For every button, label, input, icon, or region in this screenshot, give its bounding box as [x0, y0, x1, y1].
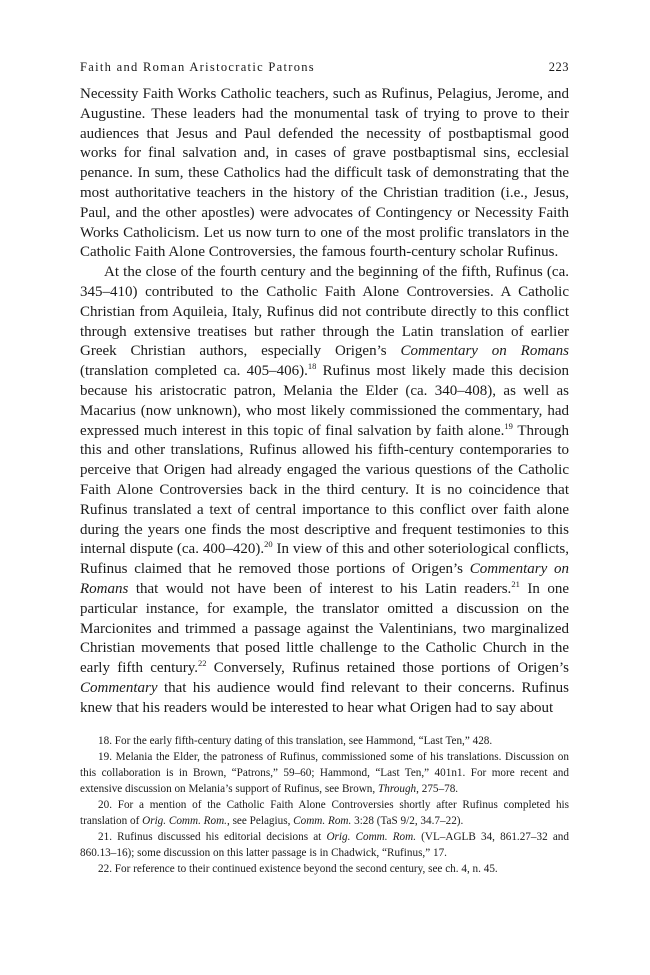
- footnote-text: Melania the Elder, the patroness of Rufinus, commissioned some of his translations. Discussion on this collaboration is in Brown, “Patrons,” 59–60; Hammond, “Last Ten,” 401n1. For more recent and extensive discussion on Melania’s support of Rufinus, see Brown,: [80, 750, 569, 795]
- p2-text-2: (translation completed ca. 405–406).: [80, 363, 308, 380]
- p2-text-9: that his audience would find relevant to their concerns. Rufinus knew that his readers would be interested to hear what Origen had to say about: [80, 679, 569, 716]
- footnote-ref-21[interactable]: 21: [511, 578, 520, 589]
- page-number: 223: [548, 60, 569, 74]
- p2-text-5: In view of this and other soteriological conflicts, Rufinus claimed that he removed those portions of Origen’s: [80, 541, 570, 578]
- footnote-italic: Orig. Comm. Rom.: [326, 830, 416, 843]
- p2-text-6: that would not have been of interest to his Latin readers.: [128, 580, 512, 597]
- footnote-number: 20.: [98, 798, 112, 811]
- footnote-italic: Through: [378, 782, 417, 795]
- footnote-number: 22.: [98, 862, 112, 875]
- p2-text-8: Conversely, Rufinus retained those portions of Origen’s: [206, 660, 569, 677]
- footnote-21: [80, 829, 569, 861]
- p2-title-2: Commentary on Romans: [80, 561, 569, 597]
- footnote-text: For reference to their continued existence beyond the second century, see ch. 4, n. 45.: [111, 862, 498, 875]
- footnote-ref-18[interactable]: 18: [307, 361, 317, 372]
- footnote-number: 19.: [98, 750, 112, 763]
- footnote-number: 18.: [98, 734, 112, 747]
- footnote-text: , 275–78.: [416, 782, 459, 795]
- footnote-italic: Comm. Rom.: [293, 814, 352, 827]
- main-text: [80, 85, 569, 719]
- footnote-italic: Orig. Comm. Rom.: [142, 814, 227, 827]
- footnotes: [80, 733, 569, 877]
- footnote-19: [80, 749, 569, 797]
- footnote-ref-22[interactable]: 22: [198, 658, 207, 669]
- running-header: [80, 60, 569, 75]
- footnote-text: Rufinus discussed his editorial decisions at: [111, 830, 327, 843]
- footnote-text: For a mention of the Catholic Faith Alone Controversies shortly after Rufinus completed his translation of: [80, 798, 569, 827]
- running-title: Faith and Roman Aristocratic Patrons: [80, 60, 315, 74]
- p2-title-3: Commentary: [80, 679, 158, 696]
- p2-text-1: At the close of the fourth century and the beginning of the fifth, Rufinus (ca. 345–410) contributed to the Catholic Faith Alone Controversies. A Catholic Christian from Aquileia, Italy, Rufinus did not contribute directly to this conflict through extensive treatises but rather through the Latin translation of earlier Greek Christian authors, especially Origen’s: [80, 264, 569, 360]
- footnote-ref-19[interactable]: 19: [504, 420, 513, 431]
- book-page: [80, 60, 569, 877]
- footnote-text: For the early fifth-century dating of this translation, see Hammond, “Last Ten,” 428.: [111, 734, 493, 747]
- paragraph-2: [80, 263, 569, 718]
- footnote-18: [80, 733, 569, 749]
- p1-text: Necessity Faith Works Catholic teachers, such as Rufinus, Pelagius, Jerome, and Augustine. These leaders had the monumental task of trying to prove to their audiences that Jesus and Paul defended the necessity of postbaptismal good works for final salvation and, in cases of grave postbaptismal sins, ecclesial penance. In sum, these Catholics had the difficult task of demonstrating that the most authoritative teachers in the history of the Christian tradition (i.e., Jesus, Paul, and the other apostles) were advocates of Contingency or Necessity Faith Works Catholicism. Let us now turn to one of the most prolific translators in the Catholic Faith Alone Controversies, the famous fourth-century scholar Rufinus.: [80, 86, 569, 261]
- p2-title-1: Commentary on Romans: [400, 343, 569, 360]
- paragraph-1: [80, 85, 569, 263]
- footnote-20: [80, 797, 569, 829]
- footnote-text: (VL–AGLB 34, 861.27–32 and 860.13–16); some discussion on this latter passage is in Chadwick, “Rufinus,” 17.: [80, 830, 569, 859]
- footnote-text: , see Pelagius,: [226, 814, 294, 827]
- footnote-22: [80, 861, 569, 877]
- footnote-text: 3:28 (TaS 9/2, 34.7–22).: [351, 814, 464, 827]
- footnote-number: 21.: [98, 830, 112, 843]
- p2-text-3: Rufinus most likely made this decision because his aristocratic patron, Melania the Elder (ca. 340–408), as well as Macarius (now unknown), who most likely commissioned the commentary, had expressed much interest in this topic of final salvation by faith alone.: [80, 363, 569, 439]
- p2-text-4: Through this and other translations, Rufinus allowed his fifth-century contemporaries to perceive that Origen had already engaged the various questions of the Catholic Faith Alone Controversies back in the third century. It is no coincidence that Rufinus translated a text of central importance to this conflict over faith alone during the years one finds the most descriptive and frequent testimonies to this internal dispute (ca. 400–420).: [80, 422, 569, 558]
- p2-text-7: In one particular instance, for example, the translator omitted a discussion on the Marcionites and trimmed a passage against the Valentinians, two marginalized Christian movements that posed little challenge to the Catholic Church in the early fifth century.: [80, 580, 569, 677]
- footnote-ref-20[interactable]: 20: [264, 539, 273, 550]
